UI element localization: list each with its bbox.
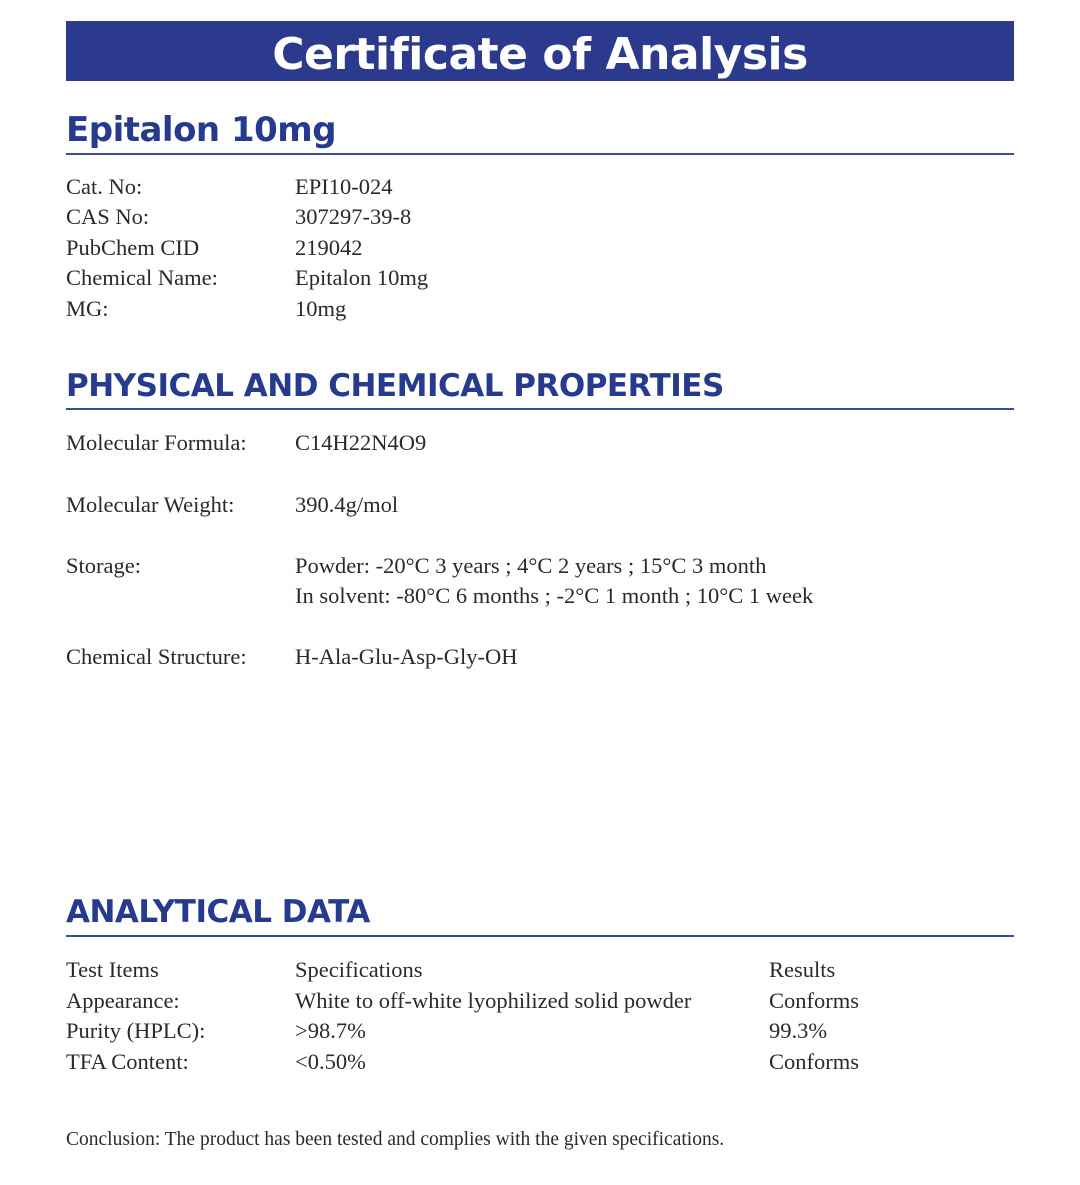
- molecular-weight-value: 390.4g/mol: [295, 492, 399, 517]
- chemical-structure-value: H-Ala-Glu-Asp-Gly-OH: [295, 644, 518, 669]
- cas-no-value: 307297-39-8: [295, 204, 412, 229]
- pubchem-cid-label: PubChem CID: [66, 235, 200, 260]
- tfa-content-item: TFA Content:: [66, 1049, 189, 1074]
- cas-no-label: CAS No:: [66, 204, 150, 229]
- chemical-name-label: Chemical Name:: [66, 265, 218, 290]
- tfa-content-spec: <0.50%: [295, 1049, 366, 1074]
- cat-no-label: Cat. No:: [66, 174, 143, 199]
- analytical-title: ANALYTICAL DATA: [66, 894, 370, 930]
- cat-no-value: EPI10-024: [295, 174, 393, 199]
- properties-divider: [66, 408, 1014, 410]
- purity-result: 99.3%: [769, 1018, 828, 1043]
- purity-item: Purity (HPLC):: [66, 1018, 206, 1043]
- chemical-name-value: Epitalon 10mg: [295, 265, 429, 290]
- column-header-results: Results: [769, 957, 836, 982]
- molecular-formula-label: Molecular Formula:: [66, 430, 247, 455]
- appearance-spec: White to off-white lyophilized solid powder: [295, 988, 692, 1013]
- storage-label: Storage:: [66, 553, 141, 578]
- appearance-result: Conforms: [769, 988, 859, 1013]
- pubchem-cid-value: 219042: [295, 235, 363, 260]
- column-header-test-items: Test Items: [66, 957, 159, 982]
- tfa-content-result: Conforms: [769, 1049, 859, 1074]
- product-divider: [66, 153, 1014, 155]
- purity-spec: >98.7%: [295, 1018, 366, 1043]
- appearance-item: Appearance:: [66, 988, 180, 1013]
- mg-value: 10mg: [295, 296, 347, 321]
- properties-title: PHYSICAL AND CHEMICAL PROPERTIES: [66, 368, 724, 404]
- mg-label: MG:: [66, 296, 109, 321]
- analytical-divider: [66, 935, 1014, 937]
- molecular-weight-label: Molecular Weight:: [66, 492, 235, 517]
- product-title: Epitalon 10mg: [66, 110, 337, 150]
- conclusion-text: Conclusion: The product has been tested and complies with the given specifications.: [66, 1129, 725, 1150]
- storage-powder: Powder: -20°C 3 years ; 4°C 2 years ; 15°C 3 month: [295, 553, 767, 578]
- column-header-specifications: Specifications: [295, 957, 423, 982]
- document-title: Certificate of Analysis: [272, 29, 808, 80]
- chemical-structure-label: Chemical Structure:: [66, 644, 247, 669]
- storage-solvent: In solvent: -80°C 6 months ; -2°C 1 month ; 10°C 1 week: [295, 583, 814, 608]
- molecular-formula-value: C14H22N4O9: [295, 430, 427, 455]
